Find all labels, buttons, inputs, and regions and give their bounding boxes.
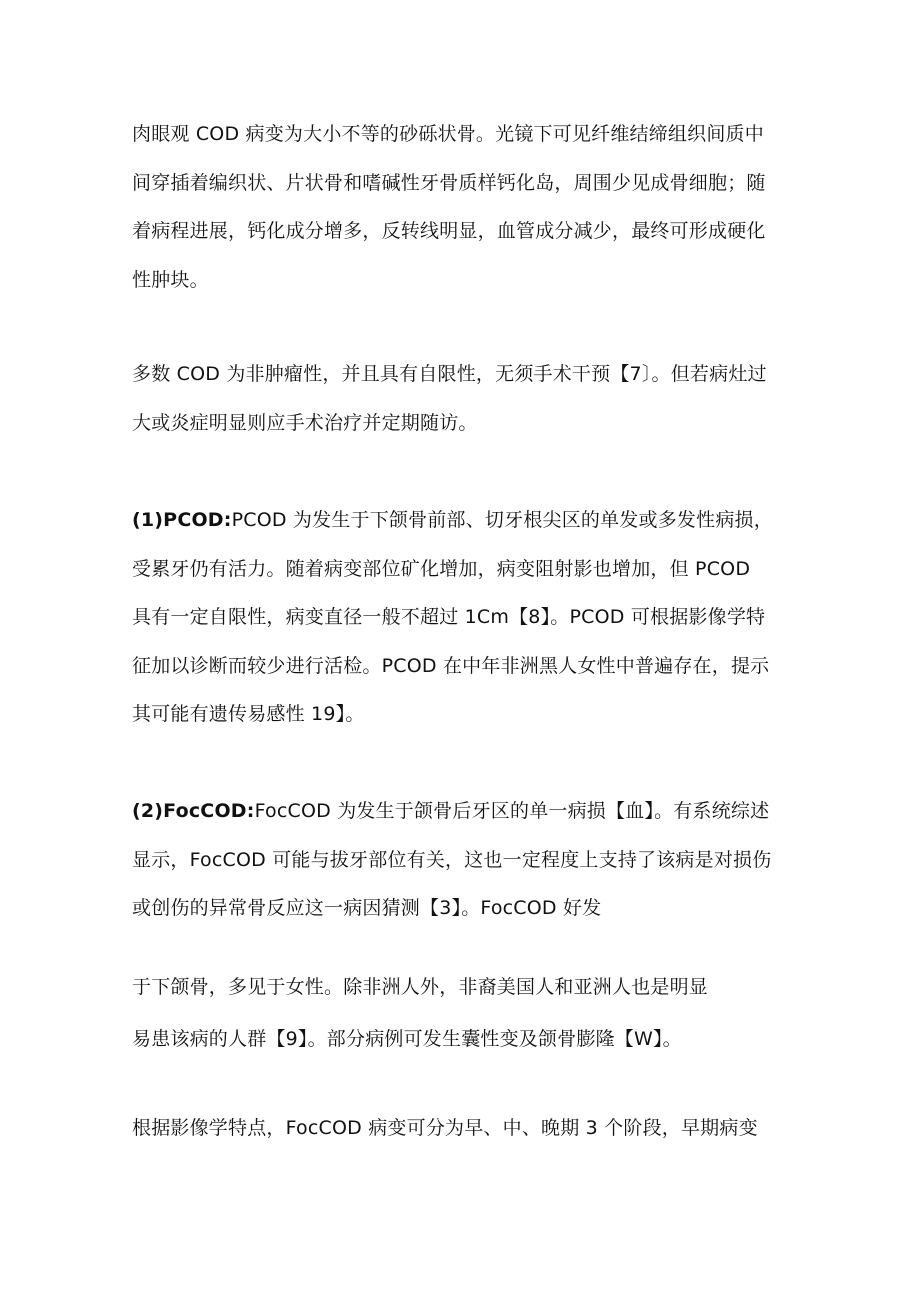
text-line: 征加以诊断而较少进行活检。PCOD 在中年非洲黑人女性中普遍存在，提示 [132,654,770,677]
text-line [132,496,797,545]
text-line: 多数 COD 为非肿瘤性，并且具有自限性，无须手术干预【7〕。但若病灶过 [132,363,767,385]
paragraph-pcod [132,496,797,739]
text-fragment: FocCOD 为发生于颌骨后牙区的单一病损【血】。有系统综述 [254,800,770,822]
paragraph-treatment [132,350,797,447]
text-line: 大或炎症明显则应手术治疗并定期随访。 [132,411,478,434]
text-line: 受累牙仍有活力。随着病变部位矿化增加，病变阻射影也增加，但 PCOD [132,557,751,580]
paragraph-imaging-stages [132,1104,797,1153]
text-line: 着病程进展，钙化成分增多，反转线明显，血管成分减少，最终可形成硬化 [132,220,766,242]
text-line: 显示，FocCOD 可能与拔牙部位有关，这也一定程度上支持了该病是对损伤 [132,848,772,871]
text-line: 易患该病的人群【9】。部分病例可发生囊性变及颌骨膨隆【W】。 [132,1028,682,1050]
text-line: 具有一定自限性，病变直径一般不超过 1Cm【8】。PCOD 可根据影像学特 [132,606,766,628]
text-line: 其可能有遗传易感性 19】。 [132,703,365,725]
text-line: 根据影像学特点，FocCOD 病变可分为早、中、晚期 3 个阶段，早期病变 [132,1117,758,1139]
text-line: 性肿块。 [132,268,209,291]
text-line: 肉眼观 COD 病变为大小不等的砂砾状骨。光镜下可见纤维结缔组织间质中 [132,123,764,145]
text-fragment: PCOD 为发生于下颌骨前部、切牙根尖区的单发或多发性病损， [231,509,773,531]
text-line: 或创伤的异常骨反应这一病因猜测【3】。FocCOD 好发 [132,897,602,919]
text-line: 于下颌骨，多见于女性。除非洲人外，非裔美国人和亚洲人也是明显 [132,976,709,998]
text-line [132,787,797,836]
section-label: (2)FocCOD: [132,800,255,822]
paragraph-foccod-continued [132,961,797,1065]
paragraph-histology [132,110,797,304]
paragraph-foccod [132,787,797,933]
section-label: (1)PCOD: [132,509,232,531]
text-line: 间穿插着编织状、片状骨和嗜碱性牙骨质样钙化岛，周围少见成骨细胞；随 [132,171,766,194]
